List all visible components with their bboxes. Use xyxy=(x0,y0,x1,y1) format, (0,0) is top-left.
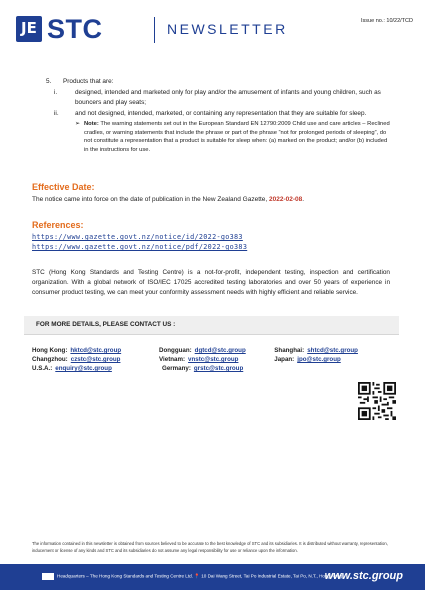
contact-region: Japan: xyxy=(274,356,295,363)
contact-heading-bar xyxy=(24,316,399,335)
scope-list xyxy=(32,77,392,154)
contact-cell xyxy=(274,346,372,355)
arrow-bullet-icon: ➢ xyxy=(75,121,80,127)
list-number: 5. xyxy=(46,78,52,85)
stc-logo-text: STC xyxy=(47,14,103,44)
logo-mark-text: JE xyxy=(21,19,37,37)
sub-list-item xyxy=(54,109,392,119)
headquarters-text: Headquarters – The Hong Kong Standards and Testing Centre Ltd. 📍 10 Dai Wang Street, Tai Po Industrial Estate, Tai Po, N.T., Hong Kong xyxy=(57,573,343,579)
effective-date-value: 2022-02-08 xyxy=(269,196,303,203)
contact-email-link[interactable]: grstc@stc.group xyxy=(193,365,244,372)
note-body: The warning statements set out in the European Standard EN 12790:2009 Child use and care articles – Reclined cradles, or warning statements that include the phrase or part of the phrase “not for prolonged periods of sleeping”, do not constitute a representation that a product is suitable for sleep when: (a) marked on the product; and/or (b) included in the instructions for use. xyxy=(84,121,390,153)
effective-end: . xyxy=(302,196,305,203)
header-divider xyxy=(154,17,155,43)
sub-list-number: ii. xyxy=(54,110,59,117)
qr-code-icon[interactable] xyxy=(358,382,396,420)
effective-date-text xyxy=(32,196,304,203)
issue-number: Issue no.: 10/22/TCD xyxy=(361,18,413,24)
contact-region: Germany: xyxy=(162,365,191,372)
sub-list-text: and not designed, intended, marketed, or containing any representation that they are suitable for sleep. xyxy=(75,110,367,117)
contact-region: Dongguan: xyxy=(159,347,192,354)
contact-row xyxy=(32,355,372,364)
newsletter-title: NEWSLETTER xyxy=(167,21,288,37)
effective-body: The notice came into force on the date of publication in the New Zealand Gazette, xyxy=(32,196,270,203)
note-text xyxy=(84,120,392,154)
sub-list-text: designed, intended and marketed only for play and/or the amusement of infants and young children, such as bouncers and play seats; xyxy=(75,89,381,106)
list-text: Products that are: xyxy=(63,78,114,85)
stc-logo-mark xyxy=(16,16,42,42)
legal-disclaimer: The information contained in this newsletter is obtained from sources believed to be accurate to the best knowledge of STC and its subsidiaries. It is distributed without warranty, representation, inducement or license of any kinds and STC and its subsidiaries do not assume any legal responsibility for use or reliance upon the information. xyxy=(32,541,388,553)
contact-email-link[interactable]: dgtcd@stc.group xyxy=(194,347,246,354)
contact-email-link[interactable]: jpo@stc.group xyxy=(297,356,341,363)
list-item xyxy=(46,77,392,87)
contact-email-link[interactable]: vnstc@stc.group xyxy=(188,356,239,363)
reference-link-id[interactable]: https://www.gazette.govt.nz/notice/id/2022-go383 xyxy=(32,233,243,241)
footer-bar xyxy=(0,564,425,590)
references-heading: References: xyxy=(32,220,84,230)
contact-table xyxy=(32,346,372,373)
contact-cell xyxy=(32,355,159,364)
contact-cell xyxy=(159,346,274,355)
contact-region: U.S.A.: xyxy=(32,365,53,372)
contact-cell xyxy=(32,364,162,373)
contact-email-link[interactable]: enquiry@stc.group xyxy=(55,365,112,372)
effective-date-heading: Effective Date: xyxy=(32,182,95,192)
note-block xyxy=(75,120,392,154)
contact-region: Vietnam: xyxy=(159,356,186,363)
contact-cell xyxy=(159,355,274,364)
newsletter-header xyxy=(16,14,413,50)
contact-row xyxy=(32,346,372,355)
about-stc-paragraph: STC (Hong Kong Standards and Testing Centre) is a not-for-profit, independent testing, inspection and certification organization. With a global network of ISO/IEC 17025 accredited testing laboratories and over 50 years of experience in consumer product testing, we can meet your conformity assessment needs with highly efficient and reliable service. xyxy=(32,269,390,296)
note-label: Note: xyxy=(84,121,99,127)
sub-list-item xyxy=(54,88,392,108)
contact-row xyxy=(32,364,372,373)
contact-email-link[interactable]: czstc@stc.group xyxy=(70,356,121,363)
stc-small-logo-icon xyxy=(42,573,54,580)
contact-cell xyxy=(274,355,372,364)
contact-region: Shanghai: xyxy=(274,347,305,354)
footer-address xyxy=(42,573,342,580)
reference-link-pdf[interactable]: https://www.gazette.govt.nz/notice/pdf/2022-go383 xyxy=(32,243,248,251)
contact-email-link[interactable]: hktcd@stc.group xyxy=(70,347,122,354)
sub-list-number: i. xyxy=(54,89,58,96)
contact-heading: FOR MORE DETAILS, PLEASE CONTACT US : xyxy=(36,321,176,328)
contact-cell xyxy=(32,346,159,355)
website-link[interactable]: www.stc.group xyxy=(324,570,403,582)
contact-cell xyxy=(162,364,280,373)
contact-region: Hong Kong: xyxy=(32,347,68,354)
contact-region: Changzhou: xyxy=(32,356,68,363)
contact-email-link[interactable]: shtcd@stc.group xyxy=(307,347,358,354)
